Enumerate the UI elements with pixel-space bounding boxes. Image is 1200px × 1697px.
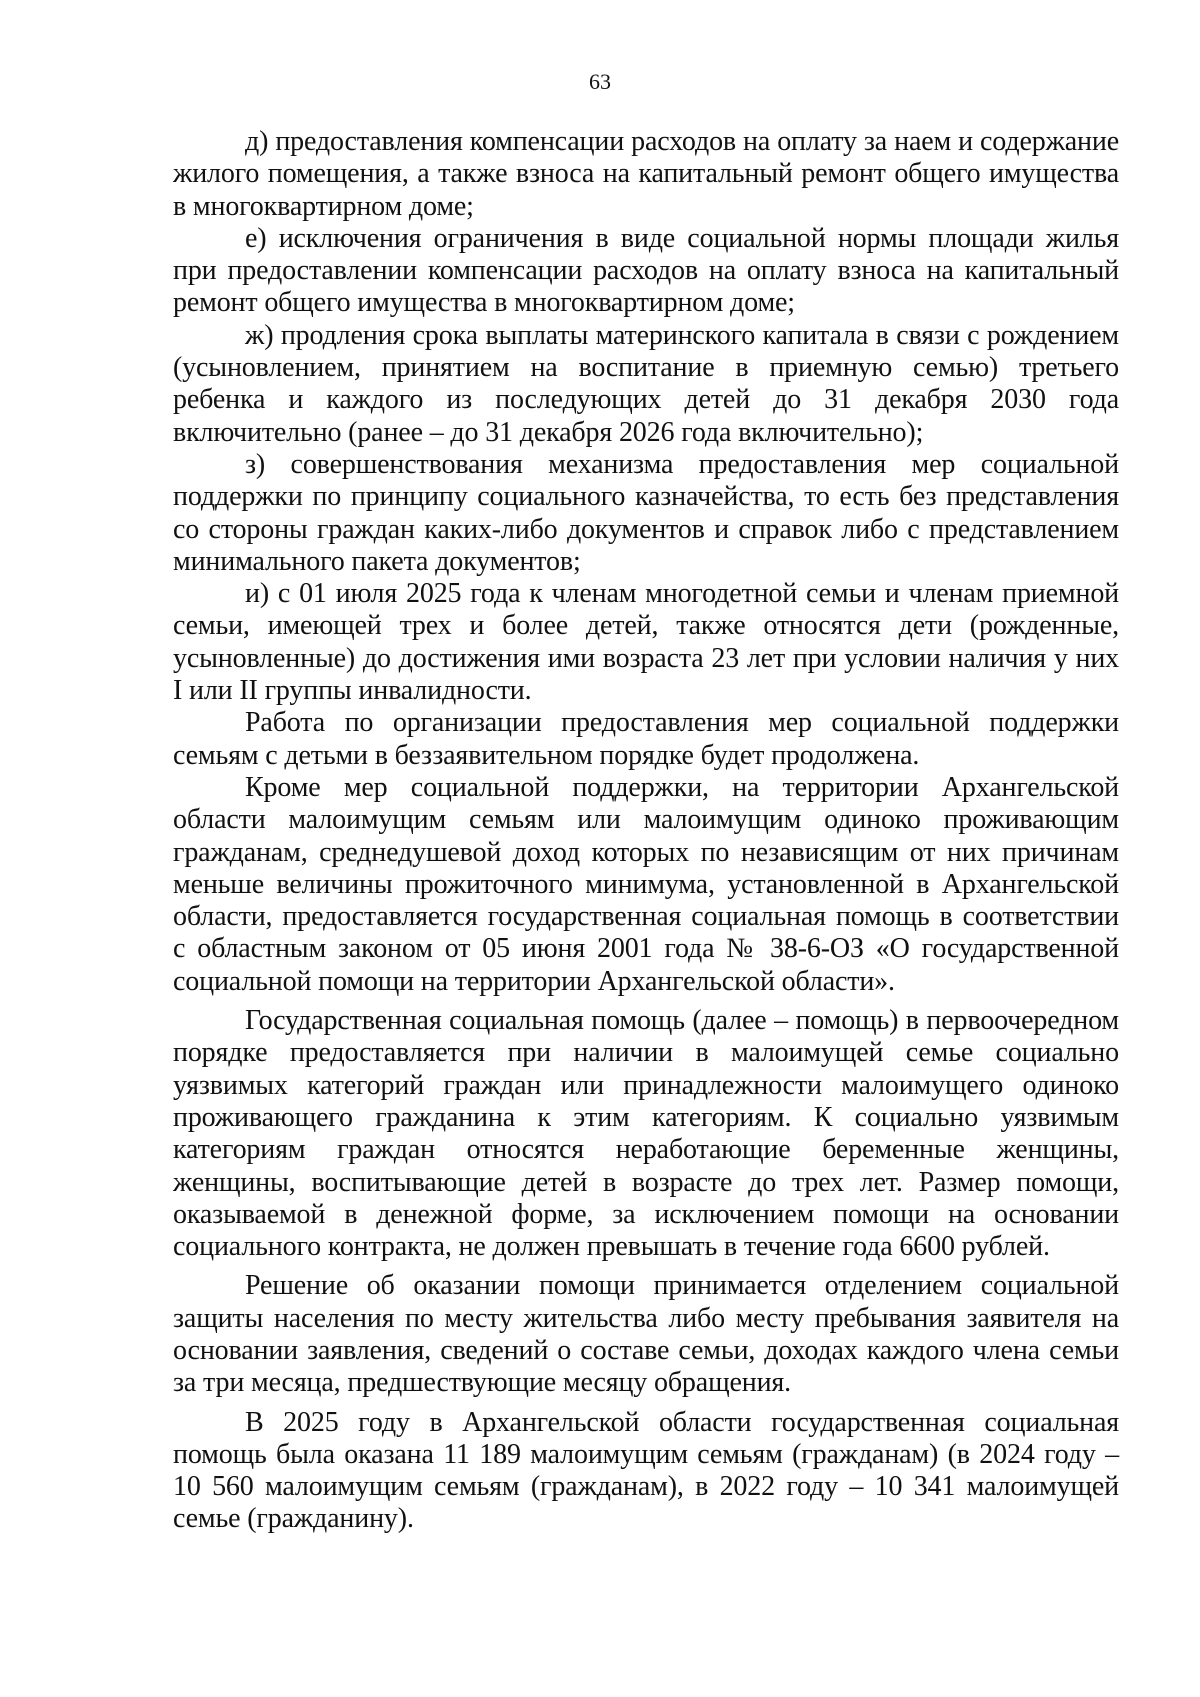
document-body xyxy=(173,126,1119,1536)
paragraph-state-social-assistance: Кроме мер социальной поддержки, на территории Архангельской области малоимущим семьям или малоимущим одиноко проживающим гражданам, среднедушевой доход которых по независящим от них причинам меньше величины прожиточного минимума, установленной в Архангельской области, предоставляется государственная социальная помощь в соответствии с областным законом от 05 июня 2001 года № 38-6-ОЗ «О государственной социальной помощи на территории Архангельской области». xyxy=(173,771,1119,997)
page-number: 63 xyxy=(589,69,611,94)
paragraph-item-d: д) предоставления компенсации расходов на оплату за наем и содержание жилого помещения, а также взноса на капитальный ремонт общего имущества в многоквартирном доме; xyxy=(173,126,1119,222)
paragraph-assistance-decision: Решение об оказании помощи принимается отделением социальной защиты населения по месту жительства либо месту пребывания заявителя на основании заявления, сведений о составе семьи, доходах каждого члена семьи за три месяца, предшествующие месяцу обращения. xyxy=(173,1270,1119,1399)
paragraph-work-continuation: Работа по организации предоставления мер социальной поддержки семьям с детьми в беззаявительном порядке будет продолжена. xyxy=(173,707,1119,771)
paragraph-item-i: и) с 01 июля 2025 года к членам многодетной семьи и членам приемной семьи, имеющей трех и более детей, также относятся дети (рожденные, усыновленные) до достижения ими возраста 23 лет при условии наличия у них I или II группы инвалидности. xyxy=(173,578,1119,707)
paragraph-item-e: е) исключения ограничения в виде социальной нормы площади жилья при предоставлении компенсации расходов на оплату взноса на капитальный ремонт общего имущества в многоквартирном доме; xyxy=(173,222,1119,319)
paragraph-assistance-statistics: В 2025 году в Архангельской области государственная социальная помощь была оказана 11 189 малоимущим семьям (гражданам) (в 2024 году – 10 560 малоимущим семьям (гражданам), в 2022 году – 10 341 малоимущей семье (гражданину). xyxy=(173,1406,1119,1535)
paragraph-priority-assistance: Государственная социальная помощь (далее – помощь) в первоочередном порядке предоставляется при наличии в малоимущей семье социально уязвимых категорий граждан или принадлежности малоимущего одиноко проживающего гражданина к этим категориям. К социально уязвимым категориям граждан относятся неработающие беременные женщины, женщины, воспитывающие детей в возрасте до трех лет. Размер помощи, оказываемой в денежной форме, за исключением помощи на основании социального контракта, не должен превышать в течение года 6600 рублей. xyxy=(173,1005,1119,1263)
paragraph-item-zh: ж) продления срока выплаты материнского капитала в связи с рождением (усыновлением, принятием на воспитание в приемную семью) третьего ребенка и каждого из последующих детей до 31 декабря 2030 года включительно (ранее – до 31 декабря 2026 года включительно); xyxy=(173,319,1119,448)
paragraph-item-z: з) совершенствования механизма предоставления мер социальной поддержки по принципу социального казначейства, то есть без представления со стороны граждан каких-либо документов и справок либо с представлением минимального пакета документов; xyxy=(173,448,1119,577)
